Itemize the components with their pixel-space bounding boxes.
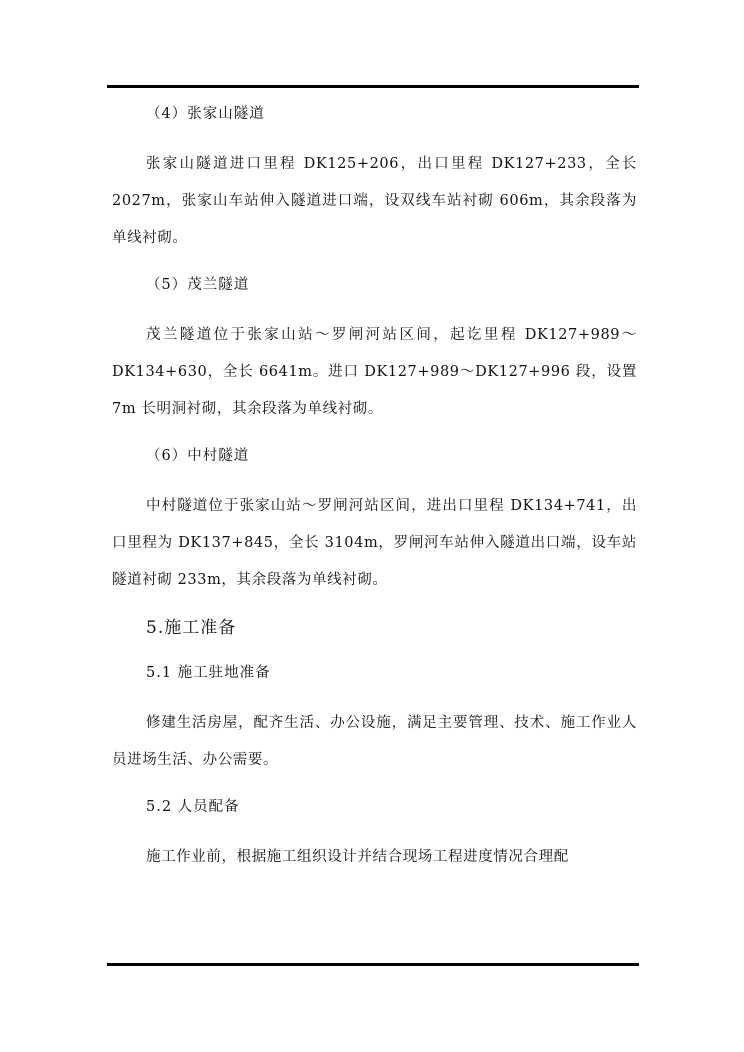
subheading-zhangjiashan-tunnel: （4）张家山隧道	[146, 106, 265, 122]
paragraph-site-prep: 修建生活房屋，配齐生活、办公设施，满足主要管理、技术、施工作业人员进场生活、办公需要。	[112, 715, 637, 768]
paragraph-zhangjiashan-tunnel: 张家山隧道进口里程 DK125+206，出口里程 DK127+233，全长 2027m，张家山车站伸入隧道进口端，设双线车站衬砌 606m，其余段落为单线衬砌。	[112, 156, 637, 246]
document-body	[112, 100, 637, 890]
paragraph-staffing: 施工作业前，根据施工组织设计并结合现场工程进度情况合理配	[146, 849, 569, 865]
paragraph-maolan-tunnel: 茂兰隧道位于张家山站～罗闸河站区间，起讫里程 DK127+989～DK134+630，全长 6641m。进口 DK127+989～DK127+996 段，设置 7m 长明洞衬砌，其余段落为单线衬砌。	[112, 327, 637, 417]
footer-rule	[107, 963, 639, 966]
subheading-site-prep: 5.1 施工驻地准备	[146, 665, 271, 681]
subheading-maolan-tunnel: （5）茂兰隧道	[146, 277, 250, 293]
subheading-zhongcun-tunnel: （6）中村隧道	[146, 448, 250, 464]
subheading-staffing: 5.2 人员配备	[146, 799, 240, 815]
paragraph-zhongcun-tunnel: 中村隧道位于张家山站～罗闸河站区间，进出口里程 DK134+741，出口里程为 DK137+845，全长 3104m，罗闸河车站伸入隧道出口端，设车站隧道衬砌 233m，其余段落为单线衬砌。	[112, 498, 637, 588]
section-heading-construction-prep: 5.施工准备	[146, 618, 237, 638]
header-rule	[107, 85, 639, 88]
